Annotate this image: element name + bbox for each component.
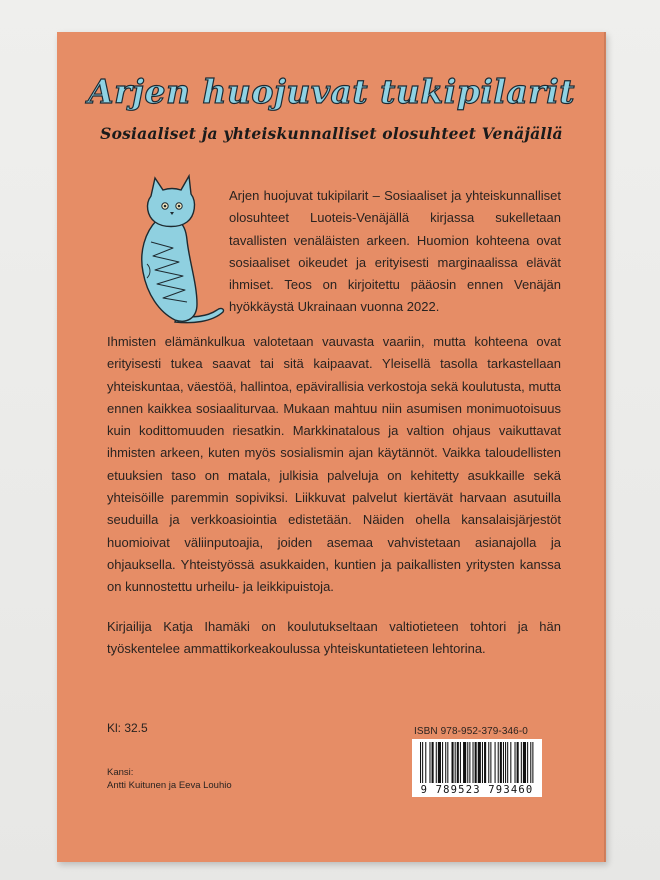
book-title: Arjen huojuvat tukipilarit [88, 72, 575, 111]
book-subtitle: Sosiaaliset ja yhteiskunnalliset olosuhteet Venäjällä [100, 124, 563, 143]
barcode-bar [498, 742, 499, 783]
barcode-bar [436, 742, 437, 783]
classification-code: Kl: 32.5 [107, 721, 148, 735]
barcode-bar [463, 742, 466, 783]
isbn-text: ISBN 978-952-379-346-0 [414, 726, 528, 737]
cover-edge-shadow [604, 32, 607, 862]
barcode-bar [445, 742, 446, 783]
barcode-bar [523, 742, 526, 783]
cat-icon [117, 172, 227, 327]
barcode-bar [503, 742, 504, 783]
barcode-bar [515, 742, 516, 783]
barcode-bar [484, 742, 486, 783]
barcode-icon [412, 739, 542, 785]
barcode-bar [478, 742, 481, 783]
description-paragraph: Ihmisten elämänkulkua valotetaan vauvasta vaariin, mutta kohteena ovat erityisesti tukea saavat tai sitä kaipaavat. Yleisellä tasolla tarkastellaan yhteiskuntaa, väestöä, hallintoa, epävirallisia verkostoja sekä koulutusta, mutta ennen kaikkea sosiaaliturvaa. Mukaan mahtuu niin asumisen monimuotoisuus kuin kodittomuuden riesatkin. Markkinatalous ja valtion ohjaus vaikuttavat ihmisten arkeen, kuten myös sosialismin ajan käytännöt. Vaikka taloudellisten etuuksien taso on matala, julkisia palveluja on kehitetty asukkaille sekä yhteisöille paremmin sopiviksi. Liikkuvat palvelut kiertävät harvaan asutuilla seuduilla ja verkkoasiointia edistetään. Näiden ohella kansalaisjärjestöt huomioivat väliinputoajia, joiden asemaa vahvistetaan asianajolla ja ohjauksella. Yhteistyössä asukkaiden, kuntien ja paikallisten yritysten kanssa on kunnostettu urheilu- ja leikkipuistoja. [107, 334, 561, 595]
barcode-bar [460, 742, 461, 783]
barcode-bar [505, 742, 506, 783]
barcode-bar [422, 742, 423, 783]
author-paragraph: Kirjailija Katja Ihamäki on koulutukseltaan valtiotieteen tohtori ja hän työskentelee ammattikorkeakoulussa yhteiskuntatieteen lehtorina. [107, 619, 561, 657]
barcode [412, 739, 542, 797]
barcode-bar [482, 742, 483, 783]
barcode-bar [532, 742, 533, 783]
barcode-bar [521, 742, 522, 783]
barcode-bar [442, 742, 443, 783]
barcode-bar [488, 742, 489, 783]
barcode-bar [455, 742, 456, 783]
barcode-bar [495, 742, 496, 783]
barcode-bar [507, 742, 508, 783]
barcode-bar [510, 742, 511, 783]
barcode-digits: 9 789523 793460 [412, 784, 542, 796]
barcode-bar [425, 742, 426, 783]
barcode-bar [457, 742, 459, 783]
book-back-cover [57, 32, 606, 862]
intro-paragraph: Arjen huojuvat tukipilarit – Sosiaaliset ja yhteiskunnalliset olosuhteet Luoteis-Venäjällä kirjassa sukelletaan tavallisten venäläisten arkeen. Huomion kohteena ovat sosiaaliset oikeudet ja erityisesti marginaalissa elävät ihmiset. Teos on kirjoitettu pääosin ennen Venäjän hyökkäystä Ukrainaan vuonna 2022. [229, 188, 561, 315]
cover-credit-names: Antti Kuitunen ja Eeva Louhio [107, 779, 232, 791]
cover-credit-label: Kansi: [107, 767, 134, 778]
barcode-bar [500, 742, 502, 783]
barcode-bar [420, 742, 421, 783]
barcode-bar [452, 742, 454, 783]
barcode-bar [473, 742, 474, 783]
barcode-bar [447, 742, 448, 783]
barcode-bar [467, 742, 468, 783]
barcode-bar [490, 742, 491, 783]
barcode-bar [527, 742, 528, 783]
barcode-bar [517, 742, 519, 783]
barcode-bar [432, 742, 434, 783]
barcode-bar [475, 742, 477, 783]
barcode-bar [438, 742, 441, 783]
cover-credit [107, 767, 357, 792]
barcode-bar [469, 742, 470, 783]
barcode-bar [429, 742, 430, 783]
barcode-bar [530, 742, 531, 783]
